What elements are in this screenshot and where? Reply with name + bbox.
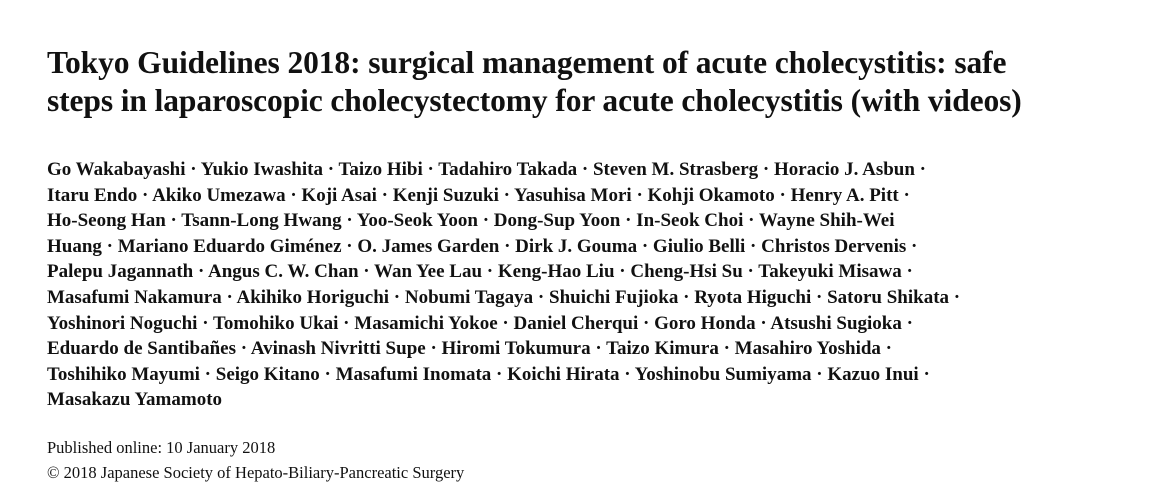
article-title-line: steps in laparoscopic cholecystectomy for acute cholecystitis (with videos) [47, 83, 1022, 118]
copyright-notice: © 2018 Japanese Society of Hepato-Biliary-Pancreatic Surgery [47, 462, 465, 482]
publication-info [47, 435, 1127, 485]
author-line: Masafumi Nakamura · Akihiko Horiguchi · Nobumi Tagaya · Shuichi Fujioka · Ryota Higuchi · Satoru Shikata · [47, 286, 961, 308]
author-line: Go Wakabayashi · Yukio Iwashita · Taizo Hibi · Tadahiro Takada · Steven M. Strasberg · Horacio J. Asbun · [47, 159, 927, 180]
article-title [47, 44, 1127, 120]
author-line: Masakazu Yamamoto [47, 389, 223, 411]
author-line: Toshihiko Mayumi · Seigo Kitano · Masafumi Inomata · Koichi Hirata · Yoshinobu Sumiyama · Kazuo Inui · [47, 363, 930, 385]
author-line: Yoshinori Noguchi · Tomohiko Ukai · Masamichi Yokoe · Daniel Cherqui · Goro Honda · Atsushi Sugioka · [47, 312, 913, 334]
author-line: Palepu Jagannath · Angus C. W. Chan · Wan Yee Lau · Keng-Hao Liu · Cheng-Hsi Su · Takeyuki Misawa · [47, 261, 913, 283]
author-line: Ho-Seong Han · Tsann-Long Hwang · Yoo-Seok Yoon · Dong-Sup Yoon · In-Seok Choi · Wayne Shih-Wei [47, 210, 895, 232]
published-date: Published online: 10 January 2018 [47, 437, 276, 457]
article-title-line: Tokyo Guidelines 2018: surgical management of acute cholecystitis: safe [47, 45, 1007, 80]
author-list [47, 157, 1127, 413]
article-header [47, 44, 1127, 485]
author-line: Itaru Endo · Akiko Umezawa · Koji Asai · Kenji Suzuki · Yasuhisa Mori · Kohji Okamoto · Henry A. Pitt · [47, 184, 910, 206]
author-line: Huang · Mariano Eduardo Giménez · O. James Garden · Dirk J. Gouma · Giulio Belli · Christos Dervenis · [47, 235, 918, 257]
author-line: Eduardo de Santibañes · Avinash Nivritti Supe · Hiromi Tokumura · Taizo Kimura · Masahiro Yoshida · [47, 338, 892, 360]
